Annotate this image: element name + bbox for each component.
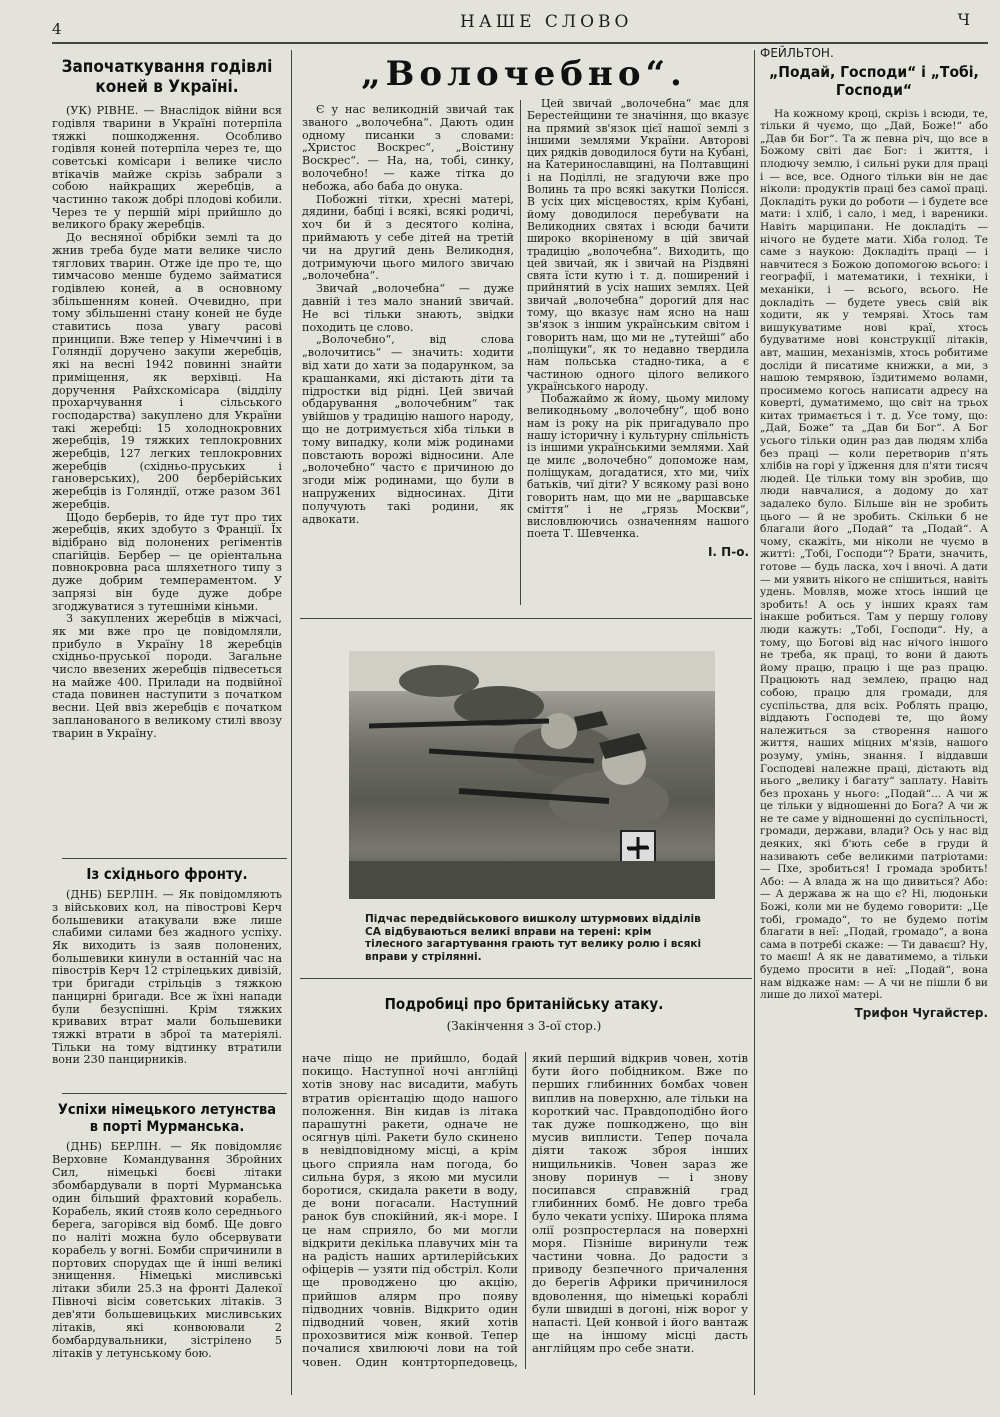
- newspaper-name: НАШЕ СЛОВО: [460, 12, 633, 32]
- article-title: Успіхи німецького летунства в порті Мурманська.: [57, 1102, 277, 1135]
- paragraph: „Волочебно“, від слова „волочитись“ — значить: ходити від хати до хати за подарунком, за крашанками, які дістають діти та підростки від рідні. Цей звичай обдарування „волочебним“ так увійшов у традицію нашого народу, що не дотримується хіба тільки в тому випадку, коли між родинами повстають ворожі відносини. Але „волочебно“ часто є причиною до згоди між родинами, що були в напружених відносинах. Діти получують такі родини, як адвокати.: [302, 333, 514, 526]
- page-number: 4: [52, 20, 62, 38]
- header-rule: [52, 42, 988, 44]
- signature: Трифон Чугайстер.: [854, 1005, 988, 1020]
- article-body: [52, 105, 282, 740]
- paragraph: Побожні тітки, хресні матері, дядини, бабці і всякі, всякі родичі, хоч би й з десятого коліна, приймають у себе дітей на третій чи на другий день Великодня, дотримуючи цього милого звичаю „волочебна“.: [302, 192, 514, 283]
- paragraph: Є у нас великодній звичай так званого „волочебна“. Дають один одному писанки з словами: „Христос Воскрес“, „Воістину Воскрес“. — На, на, тобі, синку, волочебно! — каже тітка до небожа, або баба до онука.: [302, 103, 514, 193]
- article-title: Започаткування годівлі коней в Україні.: [61, 57, 273, 97]
- article-horses: [52, 58, 282, 740]
- paragraph: Звичай „волочебна“ — дуже давній і тез мало знаний звичай. Не всі тільки знають, звідки походить це слово.: [302, 282, 514, 334]
- column-rule: [754, 50, 755, 1395]
- corner-letter: Ч: [957, 10, 970, 29]
- page-header: [40, 8, 990, 38]
- article-title: „Волочебно“.: [361, 54, 687, 94]
- article-british: [300, 996, 748, 1033]
- divider: [300, 618, 752, 619]
- paragraph: Щодо берберів, то йде тут про тих жеребців, яких здобуто з Франції. Їх відібрано від полонених регіментів спагійців. Бербер — це оріентальна повнокровна раса шляхетного типу з дуже добрим темпераментом. У запрязі він буде дуже добре згоджуватися з тутешніми кіньми.: [52, 510, 282, 613]
- paragraph: Побажаймо ж йому, цьому милому великодньому „волочебну“, щоб воно нам із року на рік пригадувало про нашу історичну і культурну спільність із іншими українськими землями. Хай це милє „волочебно“ допоможе нам, поліщукам, догадатися, хто ми, чиїх батьків, чиї діти? У всякому разі воно говорить нам, що ми не „варшавське сміття“ і не „грязь Москви“, висловлюючись означенням нашого поета Т. Шевченка.: [527, 392, 749, 541]
- divider: [300, 978, 752, 979]
- paragraph: наче піщо не прийшло, бодай покищо. Наступної ночі англійці хотів знову нас висадити, мабуть втратив орієнтацію щодо нашого положення. Він кидав із літака парашутні ракети, одначе не осягнув цілі. Ракети було скинено в невідповідному місці, а крім цього сприяла нам погода, бо сильна буря, з якою ми мусили боротися, скидала ракети в воду, де вони погасали. Наступний ранок був спокійний, як-і море. І це нам сприяло, бо ми могли відкрити декілька плавучих мін та на радість наших артилерійських офіцерів — узяти під обстріл. Коли ще проводжено цю акцію, прийшов алярм про появу підводних човнів. Відкрито один підводний човен, який хотів прохозвитися між конвой. Тепер почалися хвилюючі лови на той човен. Один контрторпедовець, який перший відкрив човен, хотів бути його побідником. Вже по перших глибинних бомбах човен виплив на поверхню, але тільки на короткий час. Правдоподібно його так дуже пошкоджено, що він мусив виплисти. Тепер почала діяти також зброя інших нищильників. Човен зараз же знову поринув — і знову посипався справжній град глибинних бомб. Не довго треба було чекати успіху. Широка пляма олії розпростерлася на поверхні моря. Пізніше виринули теж частини човна. До радости з приводу безпечного причалення до берегів Африки причинилося вдоволення, що німецькі кораблі були швидші в догоні, ніж ворог у напасті. Цей конвой і його вантаж ще на іншому місці дасть англійцям про себе знати.: [302, 1051, 748, 1369]
- british-columns: [302, 1052, 748, 1369]
- article-feuilleton: [760, 46, 988, 1020]
- paragraph: (УК) РІВНЕ. — Внаслідок війни вся годівля тварини в Україні потерпіла тяжкі пошкодження. Особливо годівля коней потерпіла через те, що советські комісари і велике число втікачів майже скрізь забрали з собою найкращих жеребців, а частинно також добрі плодові кобили. Через те у першій мірі прийшло до великого браку жеребців.: [52, 104, 282, 232]
- article-body: [52, 1141, 282, 1360]
- photo-caption: Підчас передвійськового вишколу штурмових відділів СА відбуваються великі вправи на терені: крім тілесного загартування грають тут велику ролю і всякі вправи у стрілянні.: [365, 913, 702, 963]
- article-body: [302, 1052, 748, 1369]
- paragraph: На кожному кроці, скрізь і всюди, те, тільки й чуємо, що „Дай, Боже!“ або „Дав би Бог“. Та ж певна річ, що все в Божому світі дає Бог: і життя, і плодючу землю, і сильні руки для праці і — все, все. Одного тільки він не дає ніколи: продуктів праці без самої праці. Докладіть руки до роботи — і будете все мати: і хліб, і сало, і мед, і вареники. Навіть марципани. Не докладіть — нічого не будете мати. Хіба голод. Те саме з наукою: Докладіть праці — і навчитеся з Божою допомогою всього: і географії, і математики, і техніки, і механіки, і — всього, всього. Не докладіть — будете увесь свій вік ходити, як у темряві. Хтось там вишукуватиме нові краї, хтось будуватиме нові конструкції літаків, авт, машин, механізмів, хтось робитиме досліди й писатиме книжки, а ми, з нашою темрявою, їздитимемо волами, просимемо когось написати адресу на коверті, думатимемо, що світ на трьох китах тримається і т. д. Усе тому, що: „Дай, Боже“ та „Дав би Бог“. А Бог усього тільки один раз дав людям хліба без праці — коли перетворив п'ять хлібів на горі у їдження для п'яти тисяч людей. Це тільки тому він зробив, що люди навчалися, а додому до хат задалеко було. Більше він не зробить цього — й не зробить. Скільки б не благали його „Подай“ та „Подай“. А чому, скажіть, ми ніколи не чуємо в житті: „Тобі, Господи“? Брати, значить, готове — будь ласка, хоч і вночі. А дати — ми уявить нікого не спішиться, навіть удень. Мовляв, може хтось інший це зробить! А ось у інших краях там інакше робиться. Там у першу голову люди кажуть: „Тобі, Господи“. Ну, а тому, що Богові від нас нічого іншого не треба, як праці, то вони й дають йому працю, працю і ще раз працю. Працюють над землею, працю над собою, працю для громади, для суспільства, для всіх. Роблять працю, віддають Господеві те, що йому належиться за створення нашого життя, наших міцних м'язів, нашого розуму, умінь, знання. І віддавши Господеві належне праці, дістають від нього „велику і багату“ заплату. Навіть без прохань у нього: „Подай“... А чи ж це тільки у відношенні до Бога? А чи ж не те саме у відношенні до суспільності, громади, держави, влади? Ось у нас від деяких, які б'ють себе в груди й називають себе великими патріотами: — Пхе, зробиться! І громада зробить! Або: — А влада ж на що дивиться? Або: — А держава ж на що є? Ні, людоньки Божі, коли ми не будемо говорити: „Це тобі, громадо“, то не будемо потім благати в неї: „Подай, громадо“, а вона сама в потребі скаже: — Ти даваєш? Ну, то маєш! А як не даватимемо, а тільки будемо просити в неї: „Подай“, вона нам відкаже нам: — А чи не пішли б ви лише до лихої матері.: [760, 107, 988, 1002]
- article-body: [302, 104, 514, 526]
- divider: [62, 1093, 287, 1094]
- volochebno-col-b: [527, 98, 749, 559]
- article-title: Подробиці про британійську атаку.: [384, 995, 664, 1013]
- article-body: [527, 98, 749, 541]
- section-label: ФЕЙЛЬТОН.: [760, 46, 834, 60]
- paragraph: (ДНБ) БЕРЛІН. — Як повідомляють з військових кол, на півострові Керч большевики атакували вже лише слабими силами без жадного успіху. Як виходить із заяв полонених, большевики кинули в останній час на півострів Керч 12 стрілецьких дивізій, три бригади стрільців з тяжкою панцирні бригади. Все ж їхні напади були безуспішні. Крім тяжких кривавих втрат мали большевики тяжкі втрати в зброї та матеріялі. Тільки на тому відтинку втратили вони 230 панцирників.: [52, 888, 282, 1067]
- column-rule: [291, 50, 292, 1395]
- divider: [62, 858, 287, 859]
- paragraph: З закуплених жеребців в міжчасі, як ми вже про це повідомляли, прибуло в Україну 18 жеребців східньо-пруської породи. Загальне число ввезених жеребців підвесеться на майже 400. Прилади на подвійної стада повинен наступити з початком весни. Цей ввіз жеребців є початком запланованого в великому стилі ввозу тварин в Україну.: [52, 612, 282, 740]
- article-title: „Подай, Господи“ і „Тобі, Господи“: [769, 63, 979, 99]
- paragraph: Цей звичай „волочебна“ має для Берестейщини те значіння, що вказує на прямий зв'язок цієї нашої землі з іншими землями України. Авторові цих рядків доводилося бути на Кубані, на Катеринославщині, на Полтавщині і на Поділлі, не згадуючи вже про Волинь та про всякі закутки Полісся. В усіх цих місцевостях, крім Кубані, йому доводилося перебувати на Великодних святах і всюди бачити широко вкоріненому в цій звичай традицію „волочебна“. Виходить, що цей звичай, як і звичай на Різдвяні свята їсти кутю і т. д. поширений і прийнятий в усіх наших землях. Цей звичай „волочебна“ дорогий для нас тому, що вказує нам ясно на наш зв'язок з іншим українським світом і говорить нам, що ми не „тутейші“ або „поліщуки“, як то недавно твердила нам польська стадно-тика, а є частиною одного цілого великого українського народу.: [527, 97, 749, 393]
- signature: І. П-о.: [707, 544, 749, 559]
- article-volochebno: [300, 55, 748, 102]
- paragraph: (ДНБ) БЕРЛІН. — Як повідомляє Верховне Командування Збройних Сил, німецькі боєві літаки збомбардували в порті Мурманська один більший фрахтовий корабель. Корабель, який стояв коло середнього берега, загорівся від бомб. Ще довго по наліті можна було обсервувати корабель у вогні. Бомби спричинили в портових спорудах ще й інші великі знищення. Німецькі мисливські літаки збили 25.3 на фронті Далекої Півночі вісім советських літаків. З дев'яти большевицьких мисливських літаків, які конвоювали 2 бомбардувальники, зістрілено 5 літаків у летунському бою.: [52, 1140, 282, 1360]
- photo-soldiers-icon: [349, 651, 715, 899]
- paragraph: До весняної обрібки землі та до жнив треба буде мати велике число тяглових тварин. Отже іде про те, що тимчасово менше будемо займатися годівлею коней, а в основному збільшенням коней. Очевидно, при тому збільшенні стану коней не буде ставитись поза увагу расові принципи. Вже тепер у Німеччині і в Голяндії доручено закупи жеребців, які на весні 1942 повинні знайти приміщення, як верхівці. На доручення Райхскомісара (відділу прохарчування і сільського господарства) закуплено для України такі жеребці: 15 холоднокровних жеребців, 19 тяжких теплокровних жеребців, 127 легких теплокровних жеребців (східньо-пруських і гановерських), 200 берберійських жеребців із Голяндії, отже разом 361 жеребців.: [52, 231, 282, 511]
- article-body: [52, 889, 282, 1067]
- article-title: Із східнього фронту.: [86, 865, 248, 883]
- article-murmansk: [52, 1102, 282, 1361]
- volochebno-col-a: [302, 104, 514, 526]
- photo-illustration-icon: [349, 651, 715, 899]
- column-rule: [520, 100, 521, 605]
- article-body: [760, 108, 988, 1002]
- article-front: [52, 866, 282, 1067]
- article-subtitle: (Закінчення з 3-ої стор.): [446, 1019, 602, 1034]
